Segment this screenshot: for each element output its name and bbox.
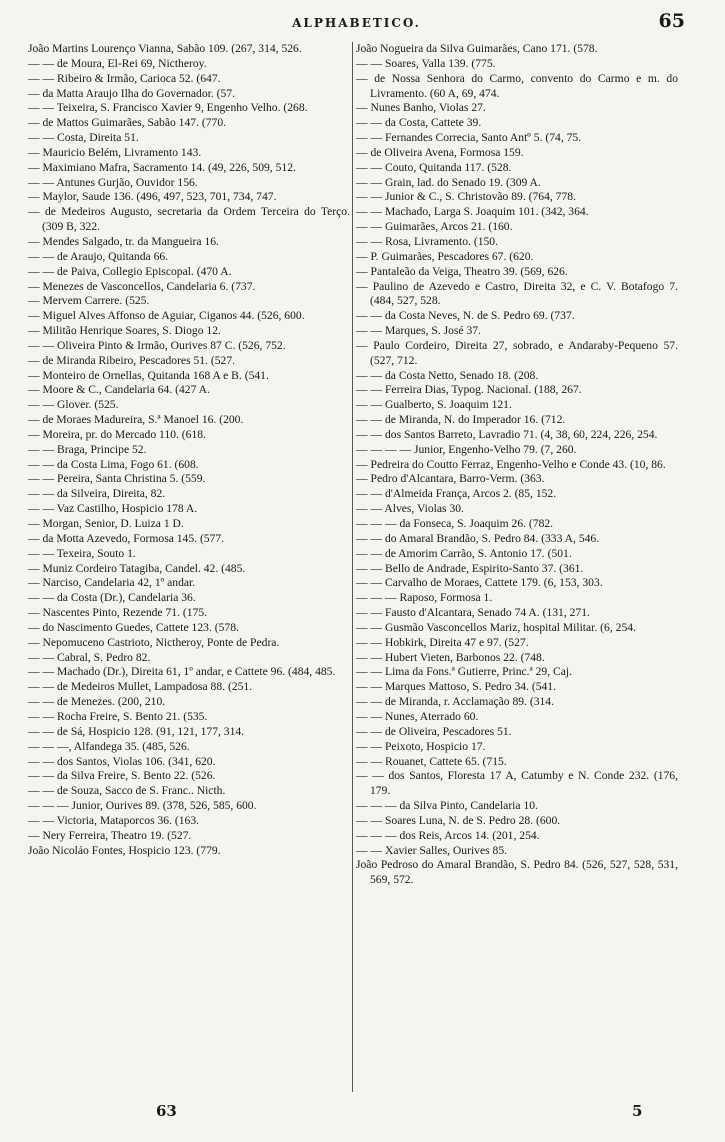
directory-entry: — — de Medeiros Mullet, Lampadosa 88. (251. (28, 680, 253, 694)
directory-entry: — — Marques, S. José 37. (356, 324, 481, 338)
page-number: 65 (658, 10, 685, 32)
directory-entry: — — Lima da Fons.ª Gutierre, Princ.ª 29, Caj. (356, 665, 573, 679)
directory-entry: — Muniz Cordeiro Tatagiba, Candel. 42. (485. (28, 561, 246, 575)
directory-entry: — — Soares Luna, N. de S. Pedro 28. (600. (356, 813, 561, 827)
directory-entry: — — Teixeira, S. Francisco Xavier 9, Engenho Velho. (268. (28, 101, 308, 115)
directory-entry: — Pedreira do Coutto Ferraz, Engenho-Velho e Conde 43. (10, 86. (356, 457, 666, 471)
directory-entry: — — Vaz Castilho, Hospicio 178 A. (28, 502, 198, 516)
directory-entry: — — — da Silva Pinto, Candelaria 10. (356, 799, 538, 813)
directory-entry: — — Soares, Valla 139. (775. (356, 56, 496, 70)
directory-entry: — de Oliveira Avena, Formosa 159. (356, 145, 524, 159)
directory-entry: — — de Souza, Sacco de S. Franc.. Nicth. (28, 784, 226, 798)
directory-entry: — Mauricio Belém, Livramento 143. (28, 145, 202, 159)
directory-entry: — — Junior & C., S. Christovão 89. (764, 778. (356, 190, 576, 204)
directory-entry: — do Nascimento Guedes, Cattete 123. (578. (28, 620, 239, 634)
directory-entry: João Pedroso do Amaral Brandão, S. Pedro 84. (526, 527, 528, 531, 569, 572. (356, 858, 678, 887)
directory-entry: — — Fernandes Correcia, Santo Antº 5. (74, 75. (356, 131, 582, 145)
directory-entry: — — de Paiva, Collegio Episcopal. (470 A. (28, 264, 232, 278)
directory-entry: — — Oliveira Pinto & Irmão, Ourives 87 C. (526, 752. (28, 338, 286, 352)
directory-entry: — — dos Santos, Violas 106. (341, 620. (28, 754, 216, 768)
directory-entry: — Monteiro de Ornellas, Quitanda 168 A e B. (541. (28, 368, 269, 382)
directory-entry: — — Cabral, S. Pedro 82. (28, 650, 151, 664)
left-column (28, 42, 350, 858)
directory-entry: — Maximiano Mafra, Sacramento 14. (49, 226, 509, 512. (28, 160, 296, 174)
directory-entry: — de Medeiros Augusto, secretaria da Ordem Terceira do Terço. (309 B, 322. (28, 205, 350, 234)
directory-entry: — — de Menezes. (200, 210. (28, 695, 166, 709)
directory-entry: — — Ferreira Dias, Typog. Nacional. (188, 267. (356, 383, 582, 397)
directory-entry: — — Texeira, Souto 1. (28, 546, 136, 560)
directory-entry: — — Antunes Gurjão, Ouvidor 156. (28, 175, 198, 189)
directory-entry: — — de Araujo, Quitanda 66. (28, 249, 169, 263)
directory-entry: — Militão Henrique Soares, S. Diogo 12. (28, 324, 221, 338)
directory-entry: — — da Costa, Cattete 39. (356, 116, 482, 130)
directory-entry: — Menezes de Vasconcellos, Candelaria 6. (737. (28, 279, 256, 293)
directory-entry: — — de Moura, El-Rei 69, Nictheroy. (28, 56, 207, 70)
directory-entry: — — Fausto d'Alcantara, Senado 74 A. (131, 271. (356, 606, 590, 620)
directory-entry: — Mervem Carrere. (525. (28, 294, 150, 308)
directory-entry: — — Costa, Direita 51. (28, 131, 139, 145)
directory-entry: — Paulo Cordeiro, Direita 27, sobrado, e Andaraby-Pequeno 57. (527, 712. (356, 338, 678, 367)
page-footer (0, 1102, 725, 1126)
directory-entry: — Mendes Salgado, tr. da Mangueira 16. (28, 234, 219, 248)
directory-entry: — — Hobkirk, Direita 47 e 97. (527. (356, 635, 529, 649)
directory-entry: — Moore & C., Candelaria 64. (427 A. (28, 383, 210, 397)
directory-entry: — — de Oliveira, Pescadores 51. (356, 724, 512, 738)
directory-entry: — da Motta Azevedo, Formosa 145. (577. (28, 531, 225, 545)
directory-entry: — — — Raposo, Formosa 1. (356, 591, 493, 605)
directory-entry: — — Guimarães, Arcos 21. (160. (356, 220, 513, 234)
directory-entry: — — Hubert Vieten, Barbonos 22. (748. (356, 650, 545, 664)
directory-entry: — Miguel Alves Affonso de Aguiar, Ciganos 44. (526, 600. (28, 309, 305, 323)
directory-entry: — — de Amorim Carrão, S. Antonio 17. (501. (356, 546, 572, 560)
directory-entry: — — Rosa, Livramento. (150. (356, 234, 499, 248)
directory-entry: João Nogueira da Silva Guimarães, Cano 171. (578. (356, 42, 598, 55)
directory-entry: — — Ribeiro & Irmão, Carioca 52. (647. (28, 71, 221, 85)
directory-entry: — — Bello de Andrade, Espirito-Santo 37. (361. (356, 561, 584, 575)
directory-entry: — — Rocha Freire, S. Bento 21. (535. (28, 709, 208, 723)
directory-entry: — Nery Ferreira, Theatro 19. (527. (28, 828, 192, 842)
directory-entry: — — Alves, Violas 30. (356, 502, 464, 516)
directory-entry: — — da Costa Lima, Fogo 61. (608. (28, 457, 199, 471)
directory-entry: — — d'Almeida França, Arcos 2. (85, 152. (356, 487, 557, 501)
directory-entry: — — — da Fonseca, S. Joaquim 26. (782. (356, 517, 554, 530)
directory-entry: — P. Guimarães, Pescadores 67. (620. (356, 249, 534, 263)
directory-entry: — — da Costa Netto, Senado 18. (208. (356, 368, 539, 382)
directory-entry: — — Victoria, Mataporcos 36. (163. (28, 813, 200, 827)
directory-entry: — — Gusmão Vasconcellos Mariz, hospital Militar. (6, 254. (356, 620, 636, 634)
directory-entry: — de Moraes Madureira, S.ª Manoel 16. (200. (28, 413, 244, 427)
directory-entry: — — Glover. (525. (28, 398, 119, 412)
column-divider (352, 42, 353, 1092)
directory-entry: — Nascentes Pinto, Rezende 71. (175. (28, 606, 208, 620)
directory-entry: — Moreira, pr. do Mercado 110. (618. (28, 427, 206, 441)
directory-entry: — Morgan, Senior, D. Luiza 1 D. (28, 517, 184, 530)
signature-mark-right: 5 (632, 1102, 643, 1120)
directory-entry: João Martins Lourenço Vianna, Sabão 109. (267, 314, 526. (28, 42, 302, 55)
signature-mark-left: 63 (156, 1102, 177, 1120)
directory-entry: — Maylor, Saude 136. (496, 497, 523, 701, 734, 747. (28, 190, 277, 204)
directory-entry: — Nunes Banho, Violas 27. (356, 101, 486, 115)
directory-entry: — — Braga, Principe 52. (28, 442, 147, 456)
directory-entry: — — Gualberto, S. Joaquim 121. (356, 398, 512, 412)
directory-entry: — — Marques Mattoso, S. Pedro 34. (541. (356, 680, 556, 694)
directory-entry: — — de Sá, Hospicio 128. (91, 121, 177, 314. (28, 724, 245, 738)
directory-entry: — de Miranda Ribeiro, Pescadores 51. (527. (28, 353, 236, 367)
directory-entry: — de Mattos Guimarães, Sabão 147. (770. (28, 116, 227, 130)
directory-entry: — — da Silva Freire, S. Bento 22. (526. (28, 769, 216, 783)
directory-entry: — — Pereira, Santa Christina 5. (559. (28, 472, 206, 486)
directory-entry: — — do Amaral Brandão, S. Pedro 84. (333 A, 546. (356, 531, 600, 545)
directory-entry: — Paulino de Azevedo e Castro, Direita 32, e C. V. Botafogo 7. (484, 527, 528. (356, 279, 678, 308)
directory-entry: — — — dos Reis, Arcos 14. (201, 254. (356, 828, 540, 842)
directory-entry: — — dos Santos, Floresta 17 A, Catumby e N. Conde 232. (176, 179. (356, 769, 678, 798)
directory-entry: — Nepomuceno Castrioto, Nictheroy, Ponte de Pedra. (28, 635, 280, 649)
directory-entry: — — Carvalho de Moraes, Cattete 179. (6, 153, 303. (356, 576, 603, 590)
directory-entry: — — Grain, lad. do Senado 19. (309 A. (356, 175, 541, 189)
page-header (28, 10, 685, 34)
directory-entry: — — de Miranda, N. do Imperador 16. (712. (356, 413, 566, 427)
directory-entry: — — Machado, Larga S. Joaquim 101. (342, 364. (356, 205, 589, 219)
directory-entry: — Pantaleão da Veiga, Theatro 39. (569, 626. (356, 264, 568, 278)
directory-entry: — — — — Junior, Engenho-Velho 79. (7, 260. (356, 442, 577, 456)
directory-entry: — — de Miranda, r. Acclamação 89. (314. (356, 695, 554, 709)
directory-entry: — — da Costa Neves, N. de S. Pedro 69. (737. (356, 309, 575, 323)
directory-entry: — — —, Alfandega 35. (485, 526. (28, 739, 190, 753)
directory-entry: — — Couto, Quitanda 117. (528. (356, 160, 512, 174)
directory-entry: — — Rouanet, Cattete 65. (715. (356, 754, 507, 768)
directory-entry: — Pedro d'Alcantara, Barro-Verm. (363. (356, 472, 545, 486)
directory-entry: — de Nossa Senhora do Carmo, convento do Carmo e m. do Livramento. (60 A, 69, 474. (356, 71, 678, 100)
directory-entry: — Narciso, Candelaria 42, 1º andar. (28, 576, 196, 590)
directory-entry: — — Peixoto, Hospicio 17. (356, 739, 486, 753)
directory-entry: — — — Junior, Ourives 89. (378, 526, 585, 600. (28, 799, 257, 813)
directory-entry: — — da Costa (Dr.), Candelaria 36. (28, 591, 196, 605)
directory-entry: — — Xavier Salles, Ourives 85. (356, 843, 508, 857)
directory-entry: João Nicoláo Fontes, Hospicio 123. (779. (28, 843, 221, 857)
directory-entry: — — Nunes, Aterrado 60. (356, 709, 479, 723)
directory-entry: — da Matta Araujo Ilha do Governador. (57. (28, 86, 236, 100)
right-column (356, 42, 678, 888)
directory-entry: — — da Silveira, Direita, 82. (28, 487, 166, 501)
directory-entry: — — dos Santos Barreto, Lavradio 71. (4, 38, 60, 224, 226, 254. (356, 427, 658, 441)
directory-entry: — — Machado (Dr.), Direita 61, 1º andar, e Cattete 96. (484, 485. (28, 665, 336, 679)
page-title: ALPHABETICO. (292, 16, 421, 30)
